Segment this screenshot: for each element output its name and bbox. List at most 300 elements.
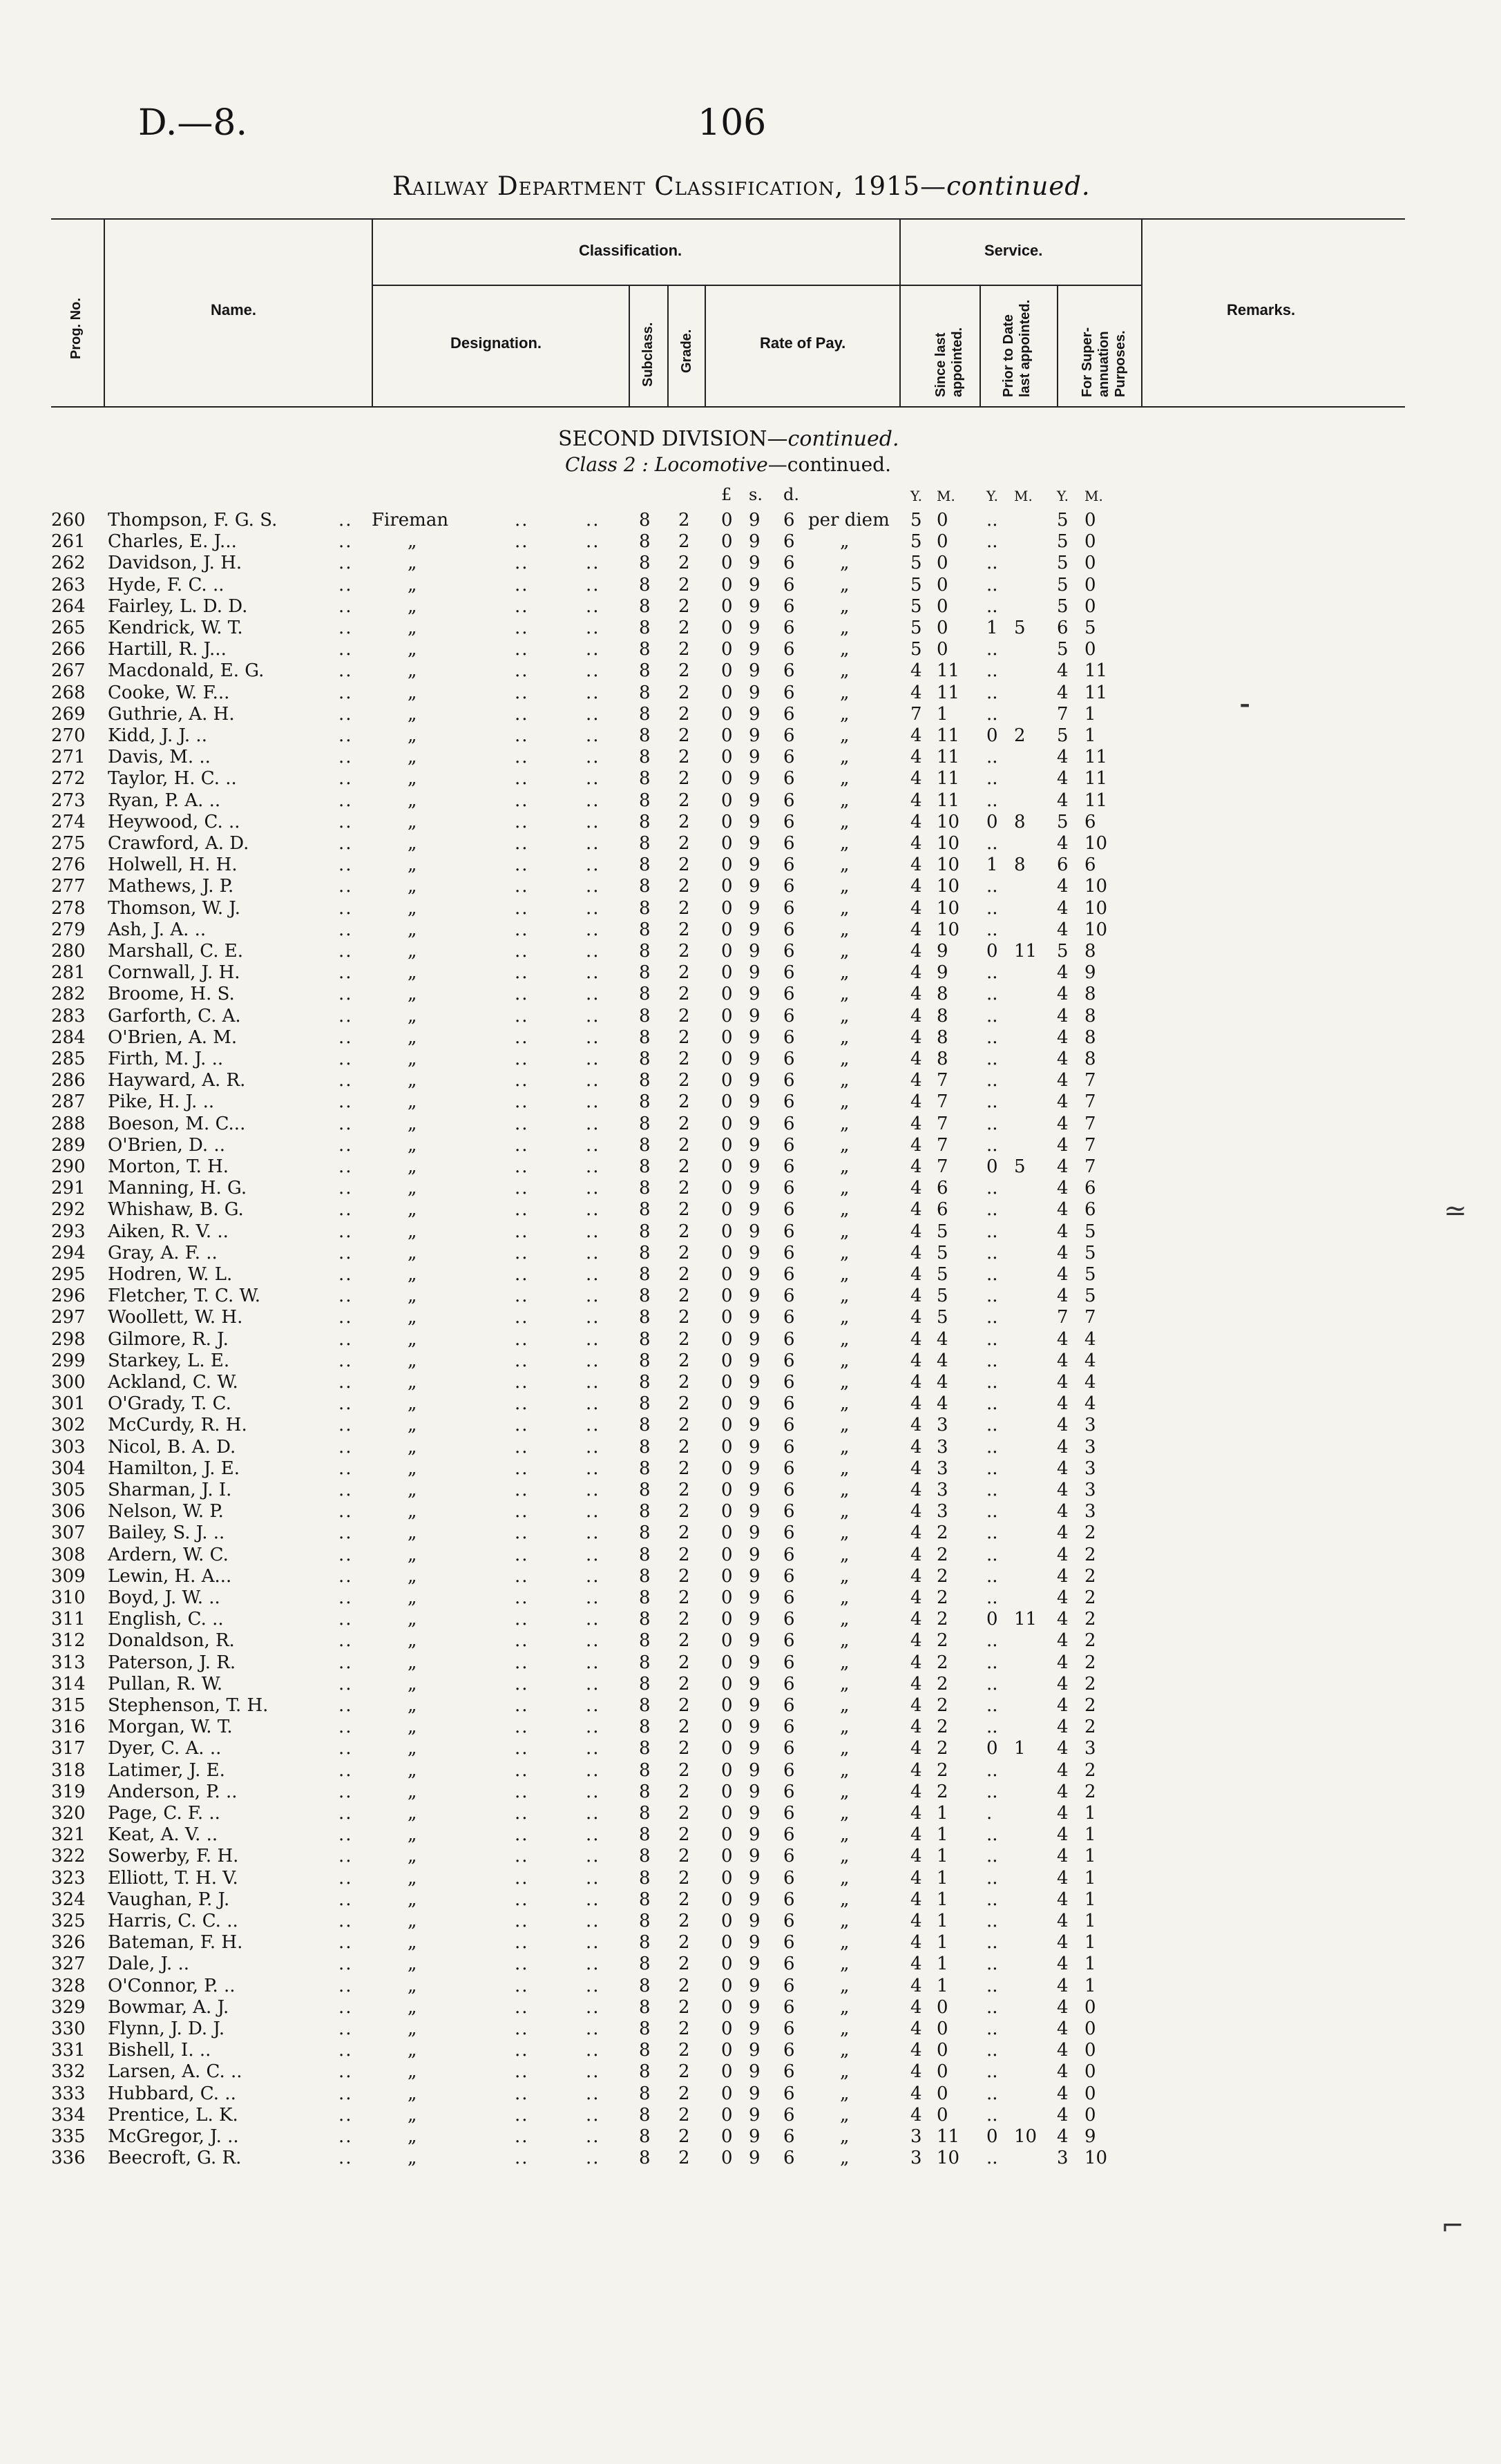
subclass: 8 xyxy=(639,1350,651,1371)
leader-dots: .. xyxy=(586,2083,600,2104)
designation: „ xyxy=(408,574,417,595)
prog-number: 281 xyxy=(51,962,86,984)
grade: 2 xyxy=(678,1134,690,1156)
leader-dots: .. xyxy=(515,2126,529,2147)
subclass: 8 xyxy=(639,790,651,811)
subclass: 8 xyxy=(639,1026,651,1048)
since-years: 5 xyxy=(910,618,922,638)
since-years: 4 xyxy=(910,1070,922,1091)
subclass: 8 xyxy=(639,1587,651,1608)
prog-number: 276 xyxy=(51,854,86,876)
leader-dots: .. xyxy=(515,2018,529,2039)
grade: 2 xyxy=(678,639,690,660)
prog-number: 331 xyxy=(51,2040,86,2061)
pay-pounds: 0 xyxy=(721,1221,733,1242)
employee-name: Morton, T. H. xyxy=(108,1156,229,1177)
pay-shillings: 9 xyxy=(749,2061,761,2083)
grade: 2 xyxy=(678,1996,690,2018)
super-months: 3 xyxy=(1084,1501,1096,1522)
pay-pence: 6 xyxy=(783,1026,795,1048)
super-years: 5 xyxy=(1057,941,1069,962)
grade: 2 xyxy=(678,553,690,574)
pay-period: „ xyxy=(840,1717,850,1738)
employee-name: Dyer, C. A. .. xyxy=(108,1738,222,1759)
pay-pence: 6 xyxy=(783,1695,795,1716)
prior-years: .. xyxy=(986,1480,998,1500)
table-row xyxy=(0,2148,1501,2169)
since-years: 4 xyxy=(910,660,922,682)
pay-shillings: 9 xyxy=(749,1436,761,1458)
employee-name: Ryan, P. A. .. xyxy=(108,790,221,811)
leader-dots: .. xyxy=(515,833,529,854)
designation: „ xyxy=(408,790,417,811)
since-years: 4 xyxy=(910,854,922,876)
prog-number: 260 xyxy=(51,510,86,531)
super-months: 11 xyxy=(1084,747,1108,768)
pay-pence: 6 xyxy=(783,618,795,638)
prior-years: .. xyxy=(986,1070,998,1091)
grade: 2 xyxy=(678,660,690,682)
leader-dots: .. xyxy=(338,531,353,553)
designation: „ xyxy=(408,1221,417,1242)
leader-dots: .. xyxy=(338,747,353,768)
pay-pounds: 0 xyxy=(721,1803,733,1824)
prior-months: 8 xyxy=(1014,854,1026,876)
page-title xyxy=(392,171,1091,201)
pay-shillings: 9 xyxy=(749,1199,761,1221)
super-years: 4 xyxy=(1057,1587,1069,1608)
since-months: 5 xyxy=(937,1286,948,1307)
pay-pence: 6 xyxy=(783,876,795,897)
employee-name: Cornwall, J. H. xyxy=(108,962,240,984)
since-years: 5 xyxy=(910,531,922,553)
prior-years: .. xyxy=(986,2083,998,2104)
leader-dots: .. xyxy=(338,2061,353,2083)
table-row xyxy=(0,1695,1501,1717)
prior-months: 1 xyxy=(1014,1738,1026,1759)
pay-pounds: 0 xyxy=(721,1824,733,1846)
leader-dots: .. xyxy=(586,2061,600,2083)
grade: 2 xyxy=(678,1803,690,1824)
subclass: 8 xyxy=(639,510,651,531)
pay-period: „ xyxy=(840,1436,850,1458)
leader-dots: .. xyxy=(515,2104,529,2126)
super-years: 4 xyxy=(1057,2104,1069,2126)
grade: 2 xyxy=(678,618,690,638)
pay-period: „ xyxy=(840,876,850,897)
pay-period: „ xyxy=(840,1867,850,1889)
leader-dots: .. xyxy=(515,703,529,725)
grade: 2 xyxy=(678,1846,690,1867)
table-row xyxy=(0,2018,1501,2040)
prog-number: 279 xyxy=(51,919,86,940)
super-years: 4 xyxy=(1057,1005,1069,1026)
prior-years: .. xyxy=(986,897,998,919)
pay-pounds: 0 xyxy=(721,747,733,768)
leader-dots: .. xyxy=(586,553,600,574)
table-row xyxy=(0,1738,1501,1759)
employee-name: Boyd, J. W. .. xyxy=(108,1587,220,1608)
designation: „ xyxy=(408,2126,417,2147)
designation: „ xyxy=(408,1070,417,1091)
leader-dots: .. xyxy=(586,1630,600,1652)
pay-pounds: 0 xyxy=(721,1652,733,1673)
prior-years: .. xyxy=(986,1458,998,1479)
grade: 2 xyxy=(678,768,690,790)
pay-pence: 6 xyxy=(783,1824,795,1846)
prog-number: 271 xyxy=(51,747,86,768)
table-row xyxy=(0,1997,1501,2018)
leader-dots: .. xyxy=(586,1049,600,1069)
pay-period: „ xyxy=(840,1803,850,1824)
prior-years: .. xyxy=(986,1996,998,2018)
grade: 2 xyxy=(678,1738,690,1759)
pay-period: „ xyxy=(840,1070,850,1091)
super-months: 1 xyxy=(1084,1824,1096,1846)
since-years: 4 xyxy=(910,1738,922,1759)
since-years: 4 xyxy=(910,1005,922,1026)
super-months: 2 xyxy=(1084,1673,1096,1694)
super-years: 4 xyxy=(1057,1867,1069,1889)
super-months: 0 xyxy=(1084,595,1096,617)
designation: „ xyxy=(408,1824,417,1846)
prior-years: .. xyxy=(986,1049,998,1069)
super-months: 1 xyxy=(1084,1911,1096,1931)
super-months: 3 xyxy=(1084,1436,1096,1458)
leader-dots: .. xyxy=(586,897,600,919)
super-months: 10 xyxy=(1084,876,1108,897)
prog-number: 300 xyxy=(51,1372,86,1393)
pay-pounds: 0 xyxy=(721,962,733,984)
divider-name xyxy=(372,218,373,406)
prior-months: 10 xyxy=(1014,2126,1038,2147)
pay-period: „ xyxy=(840,962,850,984)
prog-number: 268 xyxy=(51,682,86,703)
employee-name: Harris, C. C. .. xyxy=(108,1911,238,1931)
pay-pence: 6 xyxy=(783,1328,795,1350)
designation: „ xyxy=(408,897,417,919)
employee-name: Whishaw, B. G. xyxy=(108,1199,244,1221)
table-row xyxy=(0,1458,1501,1480)
pay-pence: 6 xyxy=(783,1501,795,1522)
designation: „ xyxy=(408,941,417,962)
leader-dots: .. xyxy=(338,1803,353,1824)
table-row xyxy=(0,768,1501,790)
super-months: 4 xyxy=(1084,1350,1096,1371)
title-year: , 1915— xyxy=(834,171,947,201)
designation: „ xyxy=(408,1846,417,1867)
pay-pounds: 0 xyxy=(721,703,733,725)
since-months: 1 xyxy=(937,1911,948,1931)
since-months: 1 xyxy=(937,1975,948,1996)
since-years: 4 xyxy=(910,1717,922,1738)
grade: 2 xyxy=(678,1565,690,1587)
title-caps: Railway Department Classification xyxy=(392,171,835,201)
since-months: 0 xyxy=(937,2061,948,2083)
designation: „ xyxy=(408,1695,417,1716)
subclass: 8 xyxy=(639,1824,651,1846)
prior-months: 11 xyxy=(1014,1609,1038,1630)
subclass: 8 xyxy=(639,618,651,638)
pay-pounds: 0 xyxy=(721,2104,733,2126)
pay-shillings: 9 xyxy=(749,876,761,897)
employee-name: Ash, J. A. .. xyxy=(108,919,207,940)
pay-pounds: 0 xyxy=(721,1091,733,1113)
prior-years: .. xyxy=(986,2018,998,2039)
super-years: 4 xyxy=(1057,833,1069,854)
super-years: 4 xyxy=(1057,1565,1069,1587)
pay-shillings: 9 xyxy=(749,833,761,854)
leader-dots: .. xyxy=(338,1350,353,1371)
super-years: 4 xyxy=(1057,2040,1069,2061)
since-months: 1 xyxy=(937,1846,948,1867)
leader-dots: .. xyxy=(586,1889,600,1910)
unit-since-m: M. xyxy=(937,488,955,504)
prior-years: .. xyxy=(986,660,998,682)
prior-years: .. xyxy=(986,531,998,553)
employee-name: Woollett, W. H. xyxy=(108,1307,243,1328)
pay-pence: 6 xyxy=(783,1954,795,1975)
super-months: 4 xyxy=(1084,1372,1096,1393)
super-months: 9 xyxy=(1084,2126,1096,2147)
prior-years: .. xyxy=(986,962,998,984)
pay-pence: 6 xyxy=(783,1264,795,1285)
table-row xyxy=(0,854,1501,876)
super-years: 5 xyxy=(1057,811,1069,832)
grade: 2 xyxy=(678,984,690,1005)
pay-pence: 6 xyxy=(783,1911,795,1931)
leader-dots: .. xyxy=(515,1199,529,1221)
pay-pence: 6 xyxy=(783,1996,795,2018)
employee-name: Kidd, J. J. .. xyxy=(108,725,207,746)
pay-pence: 6 xyxy=(783,2104,795,2126)
super-months: 6 xyxy=(1084,1178,1096,1199)
super-years: 4 xyxy=(1057,1415,1069,1436)
designation: „ xyxy=(408,1911,417,1931)
title-continued: continued. xyxy=(946,171,1091,201)
pay-pence: 6 xyxy=(783,2148,795,2169)
col-classification: Classification. xyxy=(579,242,682,259)
divider-prog xyxy=(104,218,105,406)
prior-years: .. xyxy=(986,1264,998,1285)
designation: „ xyxy=(408,1328,417,1350)
designation: „ xyxy=(408,1522,417,1544)
super-months: 7 xyxy=(1084,1091,1096,1113)
leader-dots: .. xyxy=(338,1867,353,1889)
super-years: 4 xyxy=(1057,790,1069,811)
since-years: 4 xyxy=(910,682,922,703)
pay-shillings: 9 xyxy=(749,1221,761,1242)
leader-dots: .. xyxy=(338,984,353,1005)
pay-pounds: 0 xyxy=(721,984,733,1005)
leader-dots: .. xyxy=(515,1544,529,1565)
grade: 2 xyxy=(678,2083,690,2104)
super-years: 4 xyxy=(1057,1673,1069,1694)
grade: 2 xyxy=(678,2061,690,2083)
pay-shillings: 9 xyxy=(749,919,761,940)
grade: 2 xyxy=(678,1781,690,1802)
prior-years: .. xyxy=(986,682,998,703)
since-months: 2 xyxy=(937,1587,948,1608)
super-years: 4 xyxy=(1057,1350,1069,1371)
prior-years: 0 xyxy=(986,2126,998,2147)
super-months: 3 xyxy=(1084,1415,1096,1436)
subclass: 8 xyxy=(639,2148,651,2169)
leader-dots: .. xyxy=(586,1480,600,1500)
employee-name: Anderson, P. .. xyxy=(108,1781,238,1802)
table-row xyxy=(0,1286,1501,1307)
employee-name: Paterson, J. R. xyxy=(108,1652,236,1673)
table-row xyxy=(0,1372,1501,1393)
grade: 2 xyxy=(678,1264,690,1285)
pay-shillings: 9 xyxy=(749,1264,761,1285)
leader-dots: .. xyxy=(338,1005,353,1026)
leader-dots: .. xyxy=(515,1134,529,1156)
col-service: Service. xyxy=(984,242,1043,259)
prog-number: 329 xyxy=(51,1996,86,2018)
since-years: 4 xyxy=(910,1824,922,1846)
pay-pence: 6 xyxy=(783,574,795,595)
leader-dots: .. xyxy=(515,1695,529,1716)
prog-number: 282 xyxy=(51,984,86,1005)
designation: „ xyxy=(408,1113,417,1134)
pay-shillings: 9 xyxy=(749,639,761,660)
pay-period: „ xyxy=(840,1738,850,1759)
subclass: 8 xyxy=(639,1565,651,1587)
grade: 2 xyxy=(678,1695,690,1716)
super-years: 5 xyxy=(1057,725,1069,746)
leader-dots: .. xyxy=(515,1415,529,1436)
pay-pounds: 0 xyxy=(721,618,733,638)
super-months: 3 xyxy=(1084,1738,1096,1759)
super-months: 7 xyxy=(1084,1113,1096,1134)
super-months: 7 xyxy=(1084,1134,1096,1156)
employee-name: Gilmore, R. J. xyxy=(108,1328,229,1350)
leader-dots: .. xyxy=(586,1458,600,1479)
leader-dots: .. xyxy=(338,1673,353,1694)
pay-pounds: 0 xyxy=(721,1372,733,1393)
grade: 2 xyxy=(678,2126,690,2147)
pay-pence: 6 xyxy=(783,1091,795,1113)
grade: 2 xyxy=(678,531,690,553)
prior-years: .. xyxy=(986,553,998,574)
since-years: 4 xyxy=(910,1393,922,1415)
since-years: 4 xyxy=(910,1286,922,1307)
since-months: 11 xyxy=(937,660,960,682)
since-months: 0 xyxy=(937,510,948,531)
super-years: 4 xyxy=(1057,1889,1069,1910)
pay-pence: 6 xyxy=(783,553,795,574)
subclass: 8 xyxy=(639,854,651,876)
prog-number: 308 xyxy=(51,1544,86,1565)
super-years: 4 xyxy=(1057,1393,1069,1415)
grade: 2 xyxy=(678,897,690,919)
employee-name: Taylor, H. C. .. xyxy=(108,768,237,790)
subclass: 8 xyxy=(639,1480,651,1500)
pay-pounds: 0 xyxy=(721,1609,733,1630)
pay-pounds: 0 xyxy=(721,833,733,854)
employee-name: Nelson, W. P. xyxy=(108,1501,224,1522)
leader-dots: .. xyxy=(515,1307,529,1328)
since-years: 4 xyxy=(910,1199,922,1221)
employee-name: Larsen, A. C. .. xyxy=(108,2061,242,2083)
designation: Fireman xyxy=(372,510,449,531)
subclass: 8 xyxy=(639,1436,651,1458)
since-months: 9 xyxy=(937,941,948,962)
super-months: 1 xyxy=(1084,725,1096,746)
grade: 2 xyxy=(678,1954,690,1975)
pay-shillings: 9 xyxy=(749,1673,761,1694)
prior-years: 1 xyxy=(986,618,998,638)
prior-years: .. xyxy=(986,1199,998,1221)
since-months: 0 xyxy=(937,2104,948,2126)
prior-months: 11 xyxy=(1014,941,1038,962)
pay-period: „ xyxy=(840,1372,850,1393)
prog-number: 335 xyxy=(51,2126,86,2147)
prior-years: .. xyxy=(986,1307,998,1328)
pay-period: „ xyxy=(840,984,850,1005)
leader-dots: .. xyxy=(515,1221,529,1242)
pay-period: „ xyxy=(840,854,850,876)
pay-period: „ xyxy=(840,1264,850,1285)
leader-dots: .. xyxy=(338,1458,353,1479)
leader-dots: .. xyxy=(586,1221,600,1242)
pay-period: „ xyxy=(840,1328,850,1350)
pay-period: „ xyxy=(840,1286,850,1307)
since-years: 4 xyxy=(910,1609,922,1630)
subclass: 8 xyxy=(639,1286,651,1307)
leader-dots: .. xyxy=(338,790,353,811)
since-months: 1 xyxy=(937,1803,948,1824)
pay-shillings: 9 xyxy=(749,1005,761,1026)
grade: 2 xyxy=(678,1867,690,1889)
since-months: 1 xyxy=(937,1824,948,1846)
grade: 2 xyxy=(678,574,690,595)
super-years: 5 xyxy=(1057,595,1069,617)
leader-dots: .. xyxy=(515,747,529,768)
since-years: 4 xyxy=(910,2061,922,2083)
pay-period: „ xyxy=(840,1975,850,1996)
since-years: 4 xyxy=(910,1759,922,1781)
designation: „ xyxy=(408,1954,417,1975)
pay-period: „ xyxy=(840,1501,850,1522)
designation: „ xyxy=(408,1630,417,1652)
unit-prior-m: M. xyxy=(1014,488,1033,504)
grade: 2 xyxy=(678,1178,690,1199)
since-years: 4 xyxy=(910,833,922,854)
prog-number: 327 xyxy=(51,1954,86,1975)
super-years: 4 xyxy=(1057,1501,1069,1522)
leader-dots: .. xyxy=(338,1759,353,1781)
table-row xyxy=(0,1674,1501,1695)
classification-subrule xyxy=(372,285,1141,286)
divider-super xyxy=(1141,218,1143,406)
pay-period: „ xyxy=(840,2148,850,2169)
since-months: 2 xyxy=(937,1544,948,1565)
employee-name: Hodren, W. L. xyxy=(108,1264,233,1285)
prog-number: 309 xyxy=(51,1565,86,1587)
pay-pounds: 0 xyxy=(721,811,733,832)
employee-name: Hayward, A. R. xyxy=(108,1070,246,1091)
table-row xyxy=(0,1307,1501,1328)
since-years: 4 xyxy=(910,1242,922,1263)
leader-dots: .. xyxy=(515,618,529,638)
leader-dots: .. xyxy=(515,531,529,553)
leader-dots: .. xyxy=(586,1134,600,1156)
prog-number: 273 xyxy=(51,790,86,811)
prior-years: .. xyxy=(986,833,998,854)
prog-number: 298 xyxy=(51,1328,86,1350)
